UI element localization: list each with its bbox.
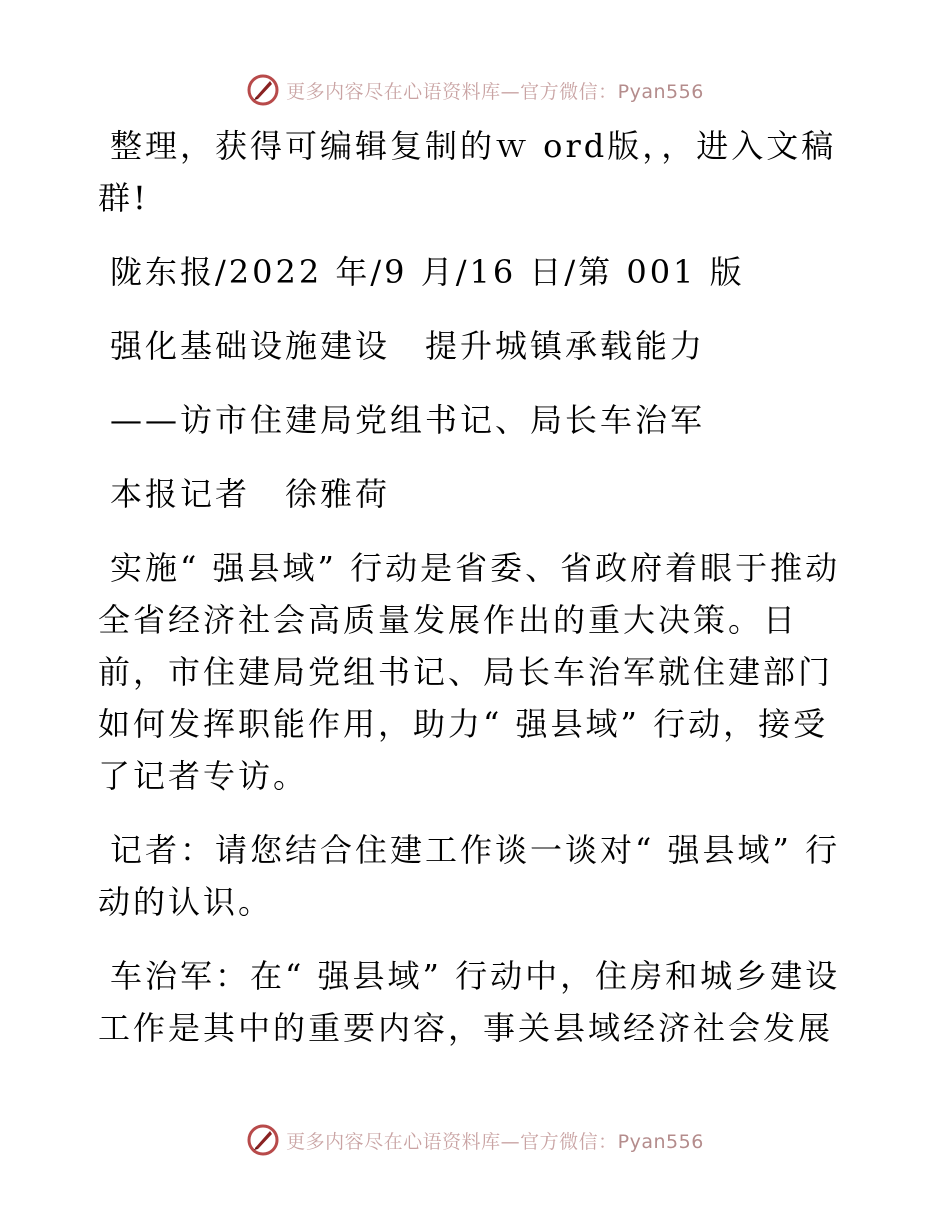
- question-paragraph: 记者：请您结合住建工作谈一谈对“ 强县域” 行动的认识。: [98, 831, 841, 921]
- article-subtitle: ——访市住建局党组书记、局长车治军: [110, 401, 706, 439]
- source-line: 陇东报/2022 年/9 月/16 日/第 001 版: [110, 253, 745, 291]
- watermark-banner-top: [0, 70, 950, 110]
- answer-paragraph: 车治军：在“ 强县域” 行动中，住房和城乡建设工作是其中的重要内容，事关县域经济社会发展: [98, 957, 841, 1047]
- watermark-text: 更多内容尽在心语资料库—官方微信：Pyan556: [286, 80, 704, 103]
- wechat-id: Pyan556: [617, 80, 704, 103]
- document-body: [98, 120, 858, 1054]
- wechat-id: Pyan556: [617, 1130, 704, 1153]
- byline: 本报记者 徐雅荷: [110, 475, 391, 513]
- article-title: 强化基础设施建设 提升城镇承载能力: [110, 327, 706, 365]
- quill-logo-icon: [246, 1123, 280, 1157]
- watermark-text: 更多内容尽在心语资料库—官方微信：Pyan556: [286, 1130, 704, 1153]
- watermark-banner-bottom: [0, 1120, 950, 1160]
- body-paragraph-1: 实施“ 强县域” 行动是省委、省政府着眼于推动全省经济社会高质量发展作出的重大决策。日前，市住建局党组书记、局长车治军就住建部门如何发挥职能作用，助力“ 强县域” 行动，接受了记者专访。: [98, 549, 841, 795]
- quill-logo-icon: [246, 73, 280, 107]
- intro-paragraph: 整理，获得可编辑复制的ｗ ord版，，进入文稿群!: [98, 127, 837, 217]
